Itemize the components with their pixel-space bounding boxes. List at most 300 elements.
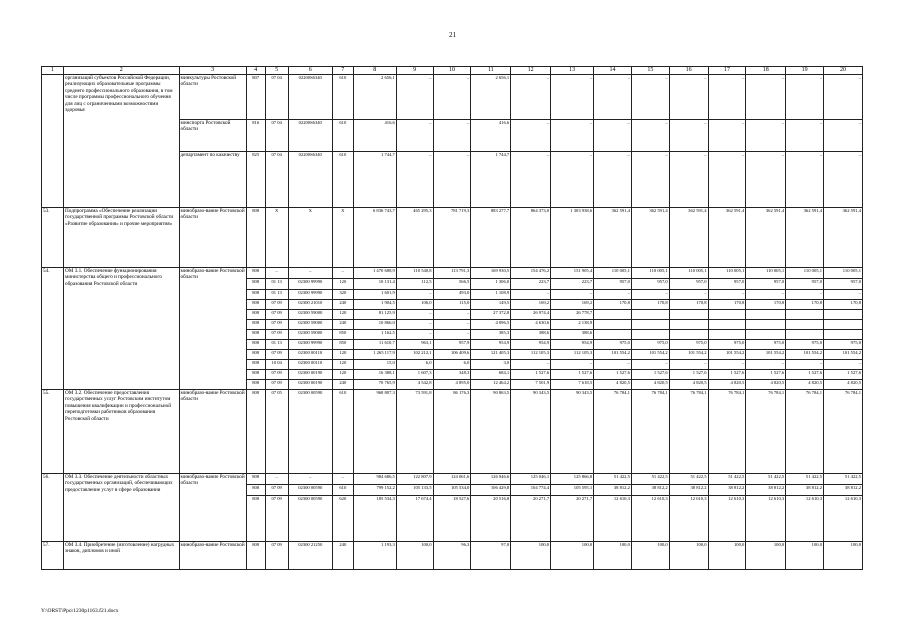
- program-name: ОМ 3.1. Обеспечение функционирования министерства общего и профессионального образования Ростовской области: [64, 268, 179, 390]
- budget-code-cell: 10 04: [265, 360, 288, 370]
- amount-cell: –: [594, 75, 632, 120]
- amount-cell: 385,3: [471, 330, 511, 340]
- budget-code-cell: 808: [246, 340, 265, 350]
- amount-cell: 112,5: [396, 279, 433, 290]
- amount-cell: [746, 320, 786, 330]
- amount-cell: 1 527,6: [669, 370, 708, 380]
- amount-cell: 4 820,5: [594, 380, 632, 390]
- amount-cell: –: [746, 75, 786, 120]
- budget-code-cell: 07 04: [265, 152, 288, 208]
- column-header: 17: [708, 67, 746, 75]
- amount-cell: [786, 310, 824, 320]
- amount-cell: –: [708, 152, 746, 208]
- amount-cell: 416,6: [353, 120, 396, 152]
- executor: минобразо-вание Ростовской: [179, 542, 246, 570]
- amount-cell: 110 005,1: [631, 268, 669, 279]
- budget-code-cell: 02300 21010: [288, 300, 332, 310]
- amount-cell: 100,0: [631, 542, 669, 570]
- amount-cell: 27 372,8: [471, 310, 511, 320]
- amount-cell: 113 791,3: [433, 268, 471, 279]
- amount-cell: 100,0: [594, 542, 632, 570]
- amount-cell: 73 591,8: [396, 390, 433, 474]
- amount-cell: 170,8: [786, 300, 824, 310]
- amount-cell: 110 005,1: [786, 268, 824, 279]
- budget-code-cell: 02300 00590: [288, 485, 332, 496]
- column-header: 18: [746, 67, 786, 75]
- budget-code-cell: 808: [246, 542, 265, 570]
- amount-cell: 100,0: [511, 542, 551, 570]
- amount-cell: 169,2: [551, 300, 594, 310]
- amount-cell: –: [669, 120, 708, 152]
- amount-cell: 20 271,7: [511, 496, 551, 542]
- amount-cell: –: [594, 290, 632, 300]
- budget-code-cell: 808: [246, 320, 265, 330]
- budget-code-cell: 02300 00110: [288, 350, 332, 360]
- amount-cell: 4 820,5: [669, 380, 708, 390]
- budget-code-cell: 02300 21250: [288, 542, 332, 570]
- amount-cell: –: [631, 120, 669, 152]
- program-name: ОМ 3.3. Обеспечение деятельности областных государственных организаций, обеспечивающих предоставление услуг в сфере образования: [64, 474, 179, 542]
- budget-code-cell: 620: [332, 496, 353, 542]
- budget-code-cell: 610: [332, 152, 353, 208]
- row-number: 57.: [42, 542, 64, 570]
- amount-cell: [786, 320, 824, 330]
- amount-cell: 124 061,6: [433, 474, 471, 485]
- amount-cell: 1 162,5: [353, 330, 396, 340]
- amount-cell: 101 554,2: [824, 350, 863, 360]
- amount-cell: [746, 330, 786, 340]
- amount-cell: 7 501,9: [511, 380, 551, 390]
- amount-cell: [708, 320, 746, 330]
- column-header: 11: [471, 67, 511, 75]
- budget-code-cell: 07 09: [265, 350, 288, 360]
- column-header: 14: [594, 67, 632, 75]
- amount-cell: –: [631, 152, 669, 208]
- amount-cell: [631, 330, 669, 340]
- amount-cell: 121 405,3: [471, 350, 511, 360]
- budget-code-cell: 01 13: [265, 290, 288, 300]
- program-name: Подпрограмма «Обеспечение реализации государственной программы Ростовской области «Развитие образования» и прочие мероприятия»: [64, 208, 179, 268]
- amount-cell: 12 610,3: [708, 496, 746, 542]
- amount-cell: [824, 330, 863, 340]
- amount-cell: –: [669, 75, 708, 120]
- amount-cell: 100,0: [746, 542, 786, 570]
- amount-cell: 2 656,1: [353, 75, 396, 120]
- amount-cell: 110 005,1: [669, 268, 708, 279]
- amount-cell: 975,0: [786, 340, 824, 350]
- amount-cell: 388,6: [551, 330, 594, 340]
- amount-cell: 101 554,2: [786, 350, 824, 360]
- budget-code-cell: 120: [332, 360, 353, 370]
- table-row: [42, 542, 863, 570]
- budget-code-cell: –: [332, 474, 353, 485]
- amount-cell: 12 610,3: [594, 496, 632, 542]
- amount-cell: 1 306,0: [471, 279, 511, 290]
- executor: минобразо-вание Ростовской области: [179, 268, 246, 390]
- budget-code-cell: 240: [332, 300, 353, 310]
- amount-cell: 97,0: [471, 542, 511, 570]
- table-row: [42, 268, 863, 279]
- amount-cell: 96,3: [433, 542, 471, 570]
- amount-cell: 954,9: [471, 340, 511, 350]
- budget-code-cell: 610: [332, 485, 353, 496]
- amount-cell: 17 674,4: [396, 496, 433, 542]
- amount-cell: 4 630,6: [511, 320, 551, 330]
- amount-cell: 100,0: [786, 542, 824, 570]
- amount-cell: 170,8: [746, 300, 786, 310]
- executor: департамент по казачеству: [179, 152, 246, 208]
- amount-cell: 12 610,3: [669, 496, 708, 542]
- budget-code-cell: 02200S6340: [288, 152, 332, 208]
- budget-code-cell: 816: [246, 120, 265, 152]
- amount-cell: 4 820,5: [746, 380, 786, 390]
- amount-cell: 26 778,7: [551, 310, 594, 320]
- budget-code-cell: 07 09: [265, 330, 288, 340]
- amount-cell: –: [786, 290, 824, 300]
- amount-cell: 1 303 938,6: [551, 208, 594, 268]
- amount-cell: –: [396, 330, 433, 340]
- program-name: ОМ 3.4. Приобретение (изготовление) нагрудных знаков, дипломов и иной: [64, 542, 179, 570]
- amount-cell: 12 610,3: [786, 496, 824, 542]
- amount-cell: 1 108,9: [471, 290, 511, 300]
- column-header: 4: [246, 67, 265, 75]
- amount-cell: 106,0: [396, 300, 433, 310]
- amount-cell: 76 784,1: [786, 390, 824, 474]
- amount-cell: 126 946,6: [471, 474, 511, 485]
- amount-cell: –: [631, 360, 669, 370]
- budget-code-cell: X: [265, 208, 288, 268]
- amount-cell: –: [594, 120, 632, 152]
- budget-code-cell: 807: [246, 75, 265, 120]
- amount-cell: 799 152,2: [353, 485, 396, 496]
- amount-cell: 684,1: [471, 370, 511, 380]
- amount-cell: [669, 310, 708, 320]
- amount-cell: 110 005,1: [594, 268, 632, 279]
- amount-cell: 6 836 743,7: [353, 208, 396, 268]
- budget-code-cell: 240: [332, 320, 353, 330]
- amount-cell: –: [746, 290, 786, 300]
- executor: минобразо-вание Ростовской области: [179, 390, 246, 474]
- budget-table: [41, 66, 863, 570]
- amount-cell: 6,0: [396, 360, 433, 370]
- amount-cell: 1 904,5: [353, 300, 396, 310]
- amount-cell: –: [551, 75, 594, 120]
- amount-cell: 102 212,1: [396, 350, 433, 360]
- amount-cell: –: [594, 360, 632, 370]
- amount-cell: 185 534,3: [353, 496, 396, 542]
- amount-cell: 38 812,2: [594, 485, 632, 496]
- amount-cell: 2 656,1: [471, 75, 511, 120]
- budget-code-cell: 120: [332, 310, 353, 320]
- amount-cell: 975,0: [708, 340, 746, 350]
- amount-cell: 100,0: [669, 542, 708, 570]
- amount-cell: 110 540,8: [396, 268, 433, 279]
- amount-cell: 105 534,0: [433, 485, 471, 496]
- amount-cell: 465 295,3: [396, 208, 433, 268]
- executor: минобразо-вание Ростовской области: [179, 474, 246, 542]
- amount-cell: 10 866,0: [353, 320, 396, 330]
- amount-cell: –: [746, 120, 786, 152]
- amount-cell: 105 595,1: [551, 485, 594, 496]
- column-header: 3: [179, 67, 246, 75]
- amount-cell: 20 271,7: [551, 496, 594, 542]
- budget-code-cell: 120: [332, 370, 353, 380]
- amount-cell: 4 820,5: [786, 380, 824, 390]
- amount-cell: –: [433, 330, 471, 340]
- amount-cell: –: [631, 290, 669, 300]
- amount-cell: [708, 310, 746, 320]
- amount-cell: –: [708, 290, 746, 300]
- amount-cell: 101 554,2: [669, 350, 708, 360]
- budget-code-cell: 02300 99990: [288, 279, 332, 290]
- amount-cell: –: [396, 310, 433, 320]
- amount-cell: 1 527,6: [708, 370, 746, 380]
- amount-cell: 38 812,2: [631, 485, 669, 496]
- budget-code-cell: 808: [246, 474, 265, 485]
- amount-cell: 2 138,9: [551, 320, 594, 330]
- amount-cell: 566,5: [433, 279, 471, 290]
- amount-cell: 1 527,6: [631, 370, 669, 380]
- budget-code-cell: 808: [246, 350, 265, 360]
- amount-cell: 51 422,5: [594, 474, 632, 485]
- header-row: [42, 67, 863, 75]
- budget-code-cell: 07 09: [265, 370, 288, 380]
- column-header: 20: [824, 67, 863, 75]
- budget-code-cell: 808: [246, 380, 265, 390]
- amount-cell: 170,8: [708, 300, 746, 310]
- amount-cell: 4 820,5: [824, 380, 863, 390]
- amount-cell: –: [786, 120, 824, 152]
- amount-cell: –: [551, 120, 594, 152]
- budget-code-cell: 02300 59000: [288, 330, 332, 340]
- budget-code-cell: 07 09: [265, 300, 288, 310]
- budget-code-cell: 808: [246, 290, 265, 300]
- amount-cell: 1 527,6: [786, 370, 824, 380]
- amount-cell: 26 974,4: [511, 310, 551, 320]
- amount-cell: 957,0: [786, 279, 824, 290]
- amount-cell: –: [551, 290, 594, 300]
- budget-code-cell: 02300 59000: [288, 320, 332, 330]
- budget-code-cell: 02300 59000: [288, 310, 332, 320]
- amount-cell: 957,0: [631, 279, 669, 290]
- amount-cell: 101 554,2: [746, 350, 786, 360]
- column-header: 13: [551, 67, 594, 75]
- amount-cell: 115,0: [433, 300, 471, 310]
- amount-cell: 1 527,6: [746, 370, 786, 380]
- amount-cell: 106 429,8: [471, 485, 511, 496]
- amount-cell: –: [669, 152, 708, 208]
- page-number: 21: [449, 31, 456, 39]
- amount-cell: 122 807,9: [396, 474, 433, 485]
- executor: минобразо-вание Ростовской области: [179, 208, 246, 268]
- amount-cell: 170,8: [824, 300, 863, 310]
- amount-cell: –: [396, 120, 433, 152]
- amount-cell: 81 125,9: [353, 310, 396, 320]
- budget-code-cell: 07 09: [265, 496, 288, 542]
- budget-code-cell: 07 09: [265, 320, 288, 330]
- amount-cell: [786, 330, 824, 340]
- amount-cell: 1 470 688,9: [353, 268, 396, 279]
- budget-code-cell: X: [332, 208, 353, 268]
- budget-code-cell: 808: [246, 330, 265, 340]
- amount-cell: –: [824, 290, 863, 300]
- column-header: 6: [288, 67, 332, 75]
- amount-cell: 15,0: [353, 360, 396, 370]
- budget-code-cell: 808: [246, 360, 265, 370]
- program-name: ОМ 3.2. Обеспечение предоставления государственных услуг Ростовским институтом повышения квалификации и профессиональной переподготовки работников образования Ростовской области: [64, 390, 179, 474]
- amount-cell: [594, 320, 632, 330]
- amount-cell: 963,1: [396, 340, 433, 350]
- amount-cell: –: [396, 152, 433, 208]
- budget-code-cell: 02300 00590: [288, 390, 332, 474]
- amount-cell: –: [669, 290, 708, 300]
- amount-cell: –: [551, 360, 594, 370]
- amount-cell: 86 176,3: [433, 390, 471, 474]
- amount-cell: 362 591,4: [669, 208, 708, 268]
- budget-code-cell: 02300 00590: [288, 496, 332, 542]
- column-header: 16: [669, 67, 708, 75]
- column-header: 5: [265, 67, 288, 75]
- amount-cell: 954,9: [551, 340, 594, 350]
- column-header: 15: [631, 67, 669, 75]
- amount-cell: –: [511, 120, 551, 152]
- amount-cell: [708, 330, 746, 340]
- amount-cell: 223,7: [551, 279, 594, 290]
- budget-code-cell: 120: [332, 279, 353, 290]
- amount-cell: 1 601,9: [353, 290, 396, 300]
- amount-cell: 954,9: [511, 340, 551, 350]
- budget-code-cell: 610: [332, 390, 353, 474]
- budget-code-cell: 825: [246, 152, 265, 208]
- amount-cell: 76 784,1: [594, 390, 632, 474]
- amount-cell: 1 265 117,9: [353, 350, 396, 360]
- executor: минкультуры Ростовской области: [179, 75, 246, 120]
- amount-cell: 781 719,3: [433, 208, 471, 268]
- amount-cell: –: [708, 120, 746, 152]
- budget-code-cell: 02200S6340: [288, 75, 332, 120]
- amount-cell: 957,0: [708, 279, 746, 290]
- amount-cell: 100,0: [708, 542, 746, 570]
- amount-cell: 957,0: [669, 279, 708, 290]
- budget-code-cell: 850: [332, 340, 353, 350]
- amount-cell: [594, 310, 632, 320]
- amount-cell: 1 527,6: [594, 370, 632, 380]
- amount-cell: 38 812,2: [786, 485, 824, 496]
- amount-cell: 18 527,6: [433, 496, 471, 542]
- amount-cell: 112 105,3: [511, 350, 551, 360]
- amount-cell: –: [824, 152, 863, 208]
- amount-cell: 101 554,2: [631, 350, 669, 360]
- amount-cell: 362 591,4: [594, 208, 632, 268]
- amount-cell: –: [708, 75, 746, 120]
- budget-code-cell: 808: [246, 279, 265, 290]
- amount-cell: –: [433, 320, 471, 330]
- budget-code-cell: 808: [246, 370, 265, 380]
- amount-cell: 362 591,4: [786, 208, 824, 268]
- amount-cell: [631, 320, 669, 330]
- amount-cell: 90 343,5: [551, 390, 594, 474]
- budget-code-cell: 07 09: [265, 485, 288, 496]
- amount-cell: 4 895,0: [433, 380, 471, 390]
- budget-code-cell: 02200S6340: [288, 120, 332, 152]
- budget-code-cell: 01 13: [265, 279, 288, 290]
- amount-cell: 90 343,5: [511, 390, 551, 474]
- amount-cell: 170,8: [669, 300, 708, 310]
- budget-code-cell: 808: [246, 268, 265, 279]
- amount-cell: –: [511, 360, 551, 370]
- amount-cell: 362 591,4: [824, 208, 863, 268]
- budget-code-cell: –: [288, 268, 332, 279]
- amount-cell: 957,0: [746, 279, 786, 290]
- budget-code-cell: 02300 99990: [288, 340, 332, 350]
- budget-code-cell: –: [265, 474, 288, 485]
- amount-cell: 104 774,4: [511, 485, 551, 496]
- amount-cell: 4 820,5: [631, 380, 669, 390]
- budget-code-cell: 120: [332, 350, 353, 360]
- amount-cell: –: [594, 152, 632, 208]
- budget-code-cell: 850: [332, 330, 353, 340]
- budget-code-cell: –: [265, 268, 288, 279]
- amount-cell: –: [396, 75, 433, 120]
- amount-cell: 12 610,3: [631, 496, 669, 542]
- budget-code-cell: 808: [246, 390, 265, 474]
- amount-cell: 169,2: [511, 300, 551, 310]
- amount-cell: 1 607,3: [396, 370, 433, 380]
- row-number: 53.: [42, 208, 64, 268]
- amount-cell: 975,0: [594, 340, 632, 350]
- amount-cell: –: [511, 290, 551, 300]
- executor: минспорта Ростовской области: [179, 120, 246, 152]
- amount-cell: 101 554,2: [708, 350, 746, 360]
- amount-cell: 76 784,1: [746, 390, 786, 474]
- amount-cell: 864 373,0: [511, 208, 551, 268]
- amount-cell: 149,5: [471, 300, 511, 310]
- amount-cell: 106 409,6: [433, 350, 471, 360]
- budget-code-cell: 07 04: [265, 75, 288, 120]
- amount-cell: 348,3: [433, 370, 471, 380]
- budget-code-cell: 07 09: [265, 380, 288, 390]
- amount-cell: 38 812,2: [824, 485, 863, 496]
- amount-cell: [824, 320, 863, 330]
- amount-cell: 70 765,9: [353, 380, 396, 390]
- budget-code-cell: 808: [246, 310, 265, 320]
- amount-cell: 883 277,7: [471, 208, 511, 268]
- amount-cell: –: [786, 75, 824, 120]
- amount-cell: 100,0: [396, 542, 433, 570]
- row-number: 54.: [42, 268, 64, 390]
- budget-code-cell: 07 05: [265, 390, 288, 474]
- row-number: [42, 75, 64, 208]
- amount-cell: –: [746, 152, 786, 208]
- amount-cell: –: [551, 152, 594, 208]
- column-header: 19: [786, 67, 824, 75]
- budget-code-cell: 01 13: [265, 340, 288, 350]
- amount-cell: 12 464,2: [471, 380, 511, 390]
- amount-cell: –: [786, 152, 824, 208]
- amount-cell: 51 422,5: [786, 474, 824, 485]
- budget-code-cell: 808: [246, 496, 265, 542]
- amount-cell: –: [396, 290, 433, 300]
- amount-cell: [631, 310, 669, 320]
- row-number: 56.: [42, 474, 64, 542]
- amount-cell: 154 476,2: [511, 268, 551, 279]
- amount-cell: 493,0: [433, 290, 471, 300]
- amount-cell: –: [511, 75, 551, 120]
- amount-cell: 76 784,1: [669, 390, 708, 474]
- amount-cell: 90 863,5: [471, 390, 511, 474]
- amount-cell: [594, 330, 632, 340]
- amount-cell: 975,0: [669, 340, 708, 350]
